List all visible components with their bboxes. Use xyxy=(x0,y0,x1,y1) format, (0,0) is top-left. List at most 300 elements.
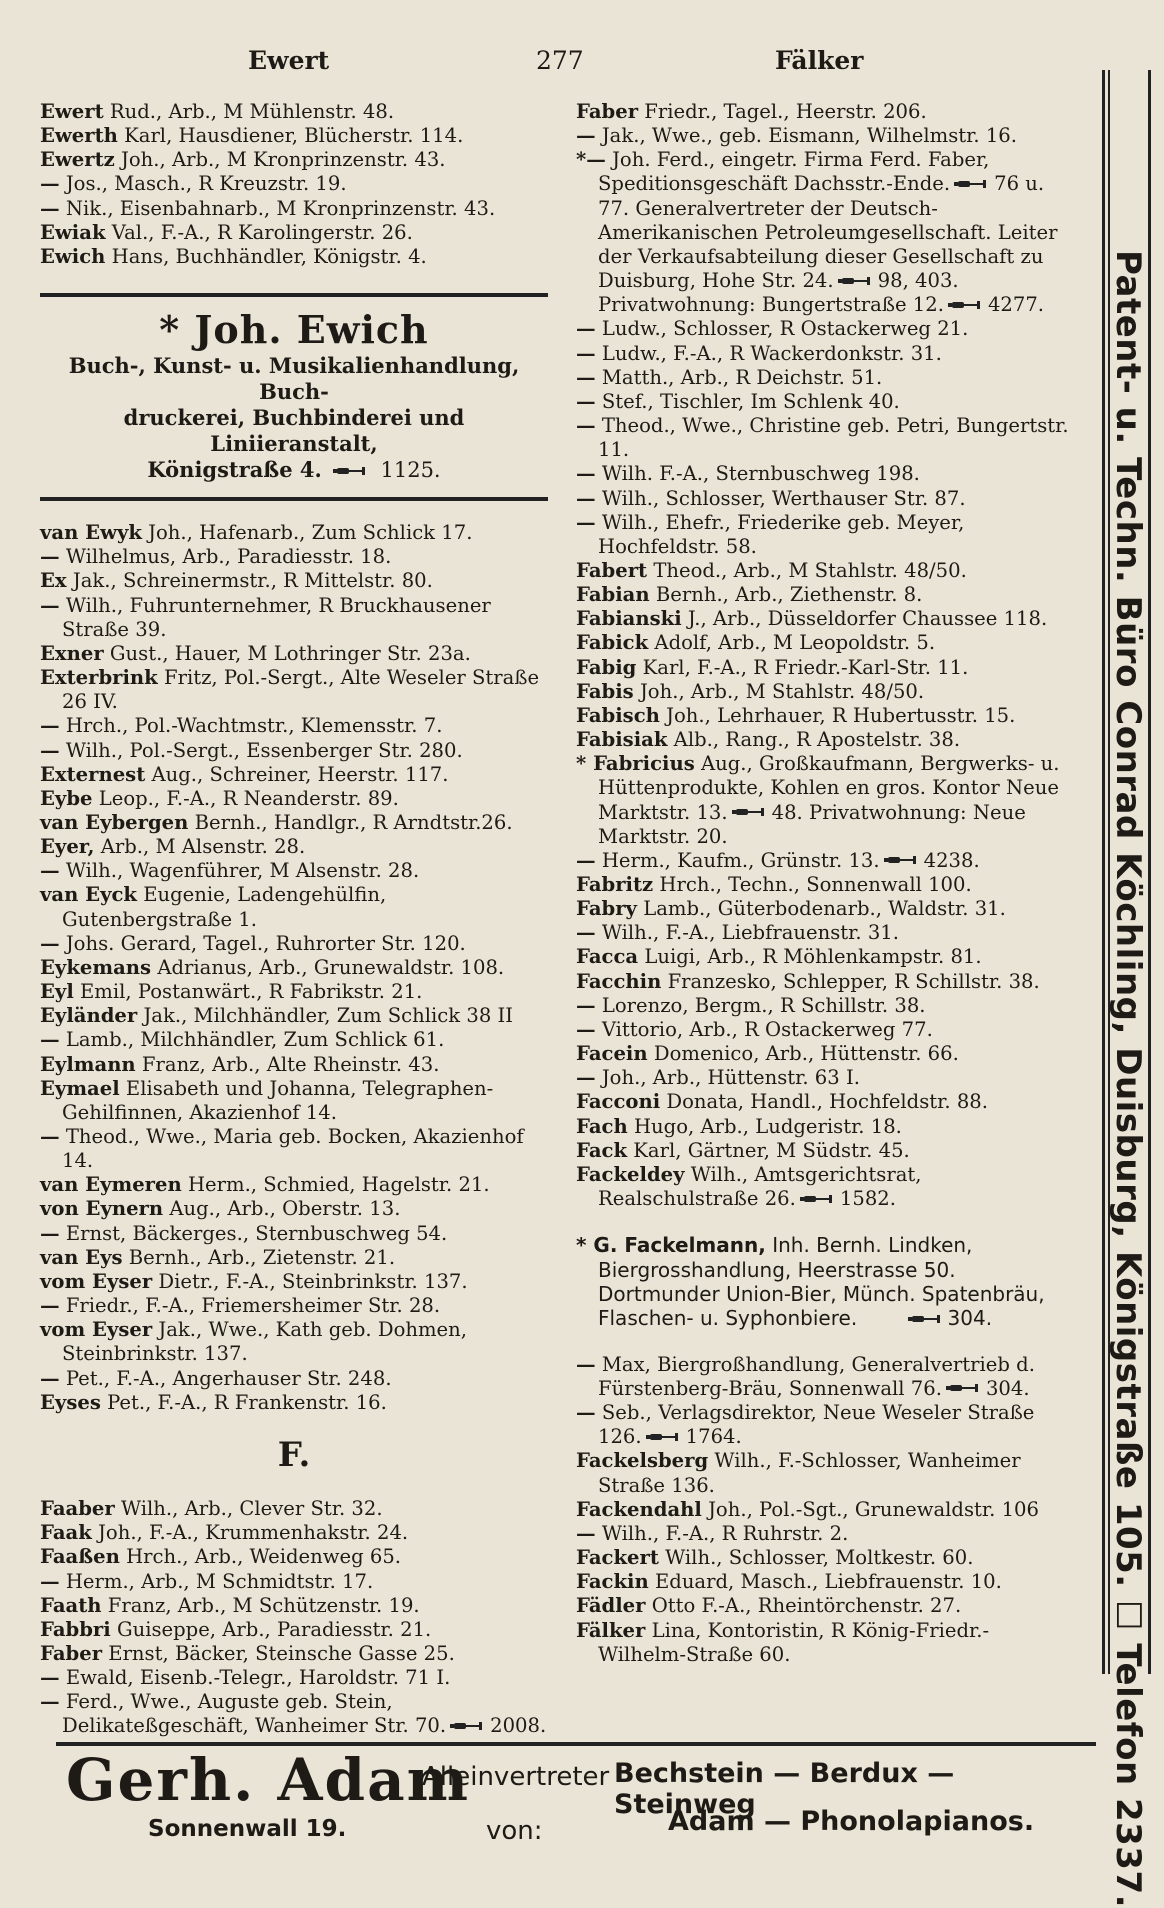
entry-details: Joh., Arb., M Kronprinzenstr. 43. xyxy=(121,148,446,172)
entry-details: Joh. Ferd., eingetr. Firma Ferd. Faber, Speditionsgeschäft Dachsstr.-Ende. xyxy=(598,148,990,196)
entry-details: Domenico, Arb., Hüttenstr. 66. xyxy=(653,1042,959,1066)
directory-entry xyxy=(40,980,548,1004)
entry-details: Gust., Hauer, M Lothringer Str. 23a. xyxy=(109,641,471,665)
telephone-icon xyxy=(954,178,988,190)
entry-details: Emil, Postanwärt., R Fabrikstr. 21. xyxy=(80,980,423,1004)
entry-details: Joh., Hafenarb., Zum Schlick 17. xyxy=(148,521,473,545)
entry-name: — xyxy=(40,1028,60,1052)
entry-details: Theod., Wwe., Christine geb. Petri, Bungertstr. 11. xyxy=(598,414,1069,462)
entry-name: Fabisch xyxy=(576,703,660,727)
entry-details: Lamb., Güterbodenarb., Waldstr. 31. xyxy=(643,897,1006,921)
entry-name: Eyländer xyxy=(40,1004,138,1028)
entry-name: Exterbrink xyxy=(40,666,158,690)
brands-line: Bechstein — Berdux — Steinweg xyxy=(614,1758,955,1820)
entry-name: * G. Fackelmann, xyxy=(576,1233,766,1258)
entry-name: Facchin xyxy=(576,969,662,993)
entry-details: Val., F.-A., R Karolingerstr. 26. xyxy=(111,220,413,244)
entry-details: Wilh., F.-A., R Ruhrstr. 2. xyxy=(601,1521,849,1545)
entry-phone: 48. xyxy=(771,800,803,824)
directory-entry xyxy=(576,414,1076,462)
directory-entry xyxy=(576,680,1076,704)
entry-details: Otto F.-A., Rheintörchenstr. 27. xyxy=(651,1594,962,1618)
entry-name: Ewerth xyxy=(40,124,118,148)
directory-entry xyxy=(40,1294,548,1318)
entry-details: Wilhelmus, Arb., Paradiesstr. 18. xyxy=(65,545,392,569)
entry-details: Leop., F.-A., R Neanderstr. 89. xyxy=(98,786,399,810)
entry-details: Joh., Arb., M Stahlstr. 48/50. xyxy=(639,679,925,703)
entry-list xyxy=(40,100,548,269)
entry-details: Seb., Verlagsdirektor, Neue Weseler Straße 126. xyxy=(598,1401,1035,1449)
directory-entry xyxy=(40,883,548,931)
entry-details: Vittorio, Arb., R Ostackerweg 77. xyxy=(601,1017,933,1041)
entry-details: Lorenzo, Bergm., R Schillstr. 38. xyxy=(601,993,926,1017)
entry-name: Ewiak xyxy=(40,220,106,244)
entry-name: — xyxy=(576,1066,596,1090)
ewich-advertisement xyxy=(40,307,548,483)
entry-name: Fabian xyxy=(576,583,650,607)
entry-details: Arb., M Alsenstr. 28. xyxy=(100,835,306,859)
entry-name: van Ewyk xyxy=(40,521,142,545)
directory-entry xyxy=(40,569,548,593)
entry-details: Theod., Wwe., Maria geb. Bocken, Akazienhof 14. xyxy=(62,1125,524,1173)
entry-name: — xyxy=(576,848,596,872)
entry-name: Faak xyxy=(40,1521,92,1545)
entry-name: Eyl xyxy=(40,980,74,1004)
directory-entry xyxy=(576,1522,1076,1546)
directory-entry xyxy=(40,100,548,124)
entry-details: Wilh. F.-A., Sternbuschweg 198. xyxy=(601,462,920,486)
entry-name: — xyxy=(40,738,60,762)
entry-phone: 1582. xyxy=(839,1187,896,1211)
directory-entry xyxy=(576,1594,1076,1618)
directory-entry xyxy=(40,1004,548,1028)
directory-entry xyxy=(576,148,1076,317)
entry-name: — xyxy=(40,1569,60,1593)
directory-entry xyxy=(40,642,548,666)
brands-line: Adam — Phonolapianos. xyxy=(668,1806,1035,1837)
side-ad-text: Patent- u. Techn. Büro Conrad Köchling, Duisburg, Königstraße 105. ☐ Telefon 2337. xyxy=(1108,250,1148,1908)
entry-name: Eykemans xyxy=(40,955,152,979)
entry-name: — xyxy=(40,1125,60,1148)
entry-details: Ewald, Eisenb.-Telegr., Haroldstr. 71 I. xyxy=(65,1666,451,1690)
directory-entry xyxy=(40,1053,548,1077)
directory-entry xyxy=(40,221,548,245)
left-column xyxy=(40,100,548,1739)
entry-details: Hrch., Arb., Weidenweg 65. xyxy=(126,1545,402,1569)
directory-entry xyxy=(40,956,548,980)
directory-entry xyxy=(576,124,1076,148)
entry-details: Max, Biergroßhandlung, Generalvertrieb d. Fürstenberg-Bräu, Sonnenwall 76. xyxy=(598,1352,1035,1400)
entry-details: Ernst, Bäckerges., Sternbuschweg 54. xyxy=(65,1221,448,1245)
entry-name: Ewich xyxy=(40,244,106,268)
directory-entry xyxy=(576,1042,1076,1066)
entry-phone: 98, 403. xyxy=(877,269,959,293)
directory-entry xyxy=(576,1090,1076,1114)
entry-details: Fritz, Pol.-Sergt., Alte Weseler Straße 26 IV. xyxy=(62,666,540,714)
directory-entry xyxy=(576,317,1076,341)
entry-details: Pet., F.-A., R Frankenstr. 16. xyxy=(107,1390,387,1414)
entry-details: Ludw., Schlosser, R Ostackerweg 21. xyxy=(601,317,969,341)
entry-details: Lina, Kontoristin, R König-Friedr.-Wilhelm-Straße 60. xyxy=(598,1618,990,1666)
entry-name: von Eynern xyxy=(40,1197,164,1221)
entry-name: — xyxy=(576,1401,596,1425)
directory-entry xyxy=(576,607,1076,631)
entry-details: J., Arb., Düsseldorfer Chaussee 118. xyxy=(687,607,1048,631)
entry-details: Generalvertreter der Deutsch-Amerikanischen Petroleumgesellschaft. Leiter der Verkaufsabteilung dieser Gesellschaft zu Duisburg, Hohe Str. 24. xyxy=(598,196,1058,293)
ad-line: Buch-, Kunst- u. Musikalienhandlung, Buch- xyxy=(68,353,520,405)
bottom-advertisement xyxy=(56,1742,1096,1852)
entry-name: Faber xyxy=(576,100,639,123)
entry-details: Wilh., Arb., Clever Str. 32. xyxy=(120,1497,383,1521)
entry-name: — xyxy=(40,1666,60,1690)
telephone-icon xyxy=(946,1382,980,1394)
entry-details: Guiseppe, Arb., Paradiesstr. 21. xyxy=(116,1617,432,1641)
side-advertisement xyxy=(1100,70,1156,1908)
entry-name: — xyxy=(40,1690,60,1714)
entry-details: Stef., Tischler, Im Schlenk 40. xyxy=(601,389,900,413)
ad-line xyxy=(40,457,548,483)
entry-details: Johs. Gerard, Tagel., Ruhrorter Str. 120. xyxy=(65,931,466,955)
entry-list xyxy=(40,1497,548,1739)
entry-details: Lamb., Milchhändler, Zum Schlick 61. xyxy=(65,1028,445,1052)
entry-details: Wilh., Ehefr., Friederike geb. Meyer, Hochfeldstr. 58. xyxy=(598,510,965,558)
telephone-icon xyxy=(800,1193,834,1205)
entry-phone: 4277. xyxy=(987,293,1045,317)
entry-name: Eymael xyxy=(40,1076,120,1100)
entry-details: Luigi, Arb., R Möhlenkampstr. 81. xyxy=(644,945,982,969)
entry-details: Donata, Handl., Hochfeldstr. 88. xyxy=(666,1090,988,1114)
directory-entry xyxy=(40,739,548,763)
directory-entry xyxy=(40,1028,548,1052)
entry-name: — xyxy=(40,714,60,738)
entry-details: Hrch., Techn., Sonnenwall 100. xyxy=(659,873,972,896)
entry-details: Aug., Arb., Oberstr. 13. xyxy=(169,1197,401,1221)
entry-details: Herm., Schmied, Hagelstr. 21. xyxy=(187,1173,490,1197)
entry-name: Eybe xyxy=(40,786,93,810)
directory-entry xyxy=(576,631,1076,655)
entry-name: Fabry xyxy=(576,897,637,921)
entry-name: Eyer, xyxy=(40,835,95,859)
directory-entry xyxy=(40,1270,548,1294)
directory-entry xyxy=(40,932,548,956)
directory-entry xyxy=(40,1545,548,1569)
directory-entry xyxy=(576,1353,1076,1401)
telephone-icon xyxy=(646,1431,680,1443)
directory-entry xyxy=(40,1666,548,1690)
entry-details: Wilh., Schlosser, Moltkestr. 60. xyxy=(665,1546,974,1570)
entry-details: Aug., Schreiner, Heerstr. 117. xyxy=(151,762,449,786)
telephone-icon xyxy=(450,1720,484,1732)
entry-details: Bernh., Arb., Zietenstr. 21. xyxy=(128,1245,396,1269)
page-number: 277 xyxy=(536,46,584,75)
ad-line: druckerei, Buchbinderei und Liniieranstalt, xyxy=(123,405,465,457)
entry-name: Ewertz xyxy=(40,148,115,172)
directory-entry xyxy=(576,1619,1076,1667)
entry-name: — xyxy=(576,1352,596,1376)
entry-name: Fackin xyxy=(576,1570,649,1594)
entry-details: Joh., Pol.-Sgt., Grunewaldstr. 106 xyxy=(708,1497,1039,1521)
directory-entry xyxy=(576,1139,1076,1163)
entry-details: Privatwohnung: Bungertstraße 12. xyxy=(598,293,944,317)
entry-details: Joh., Arb., Hüttenstr. 63 I. xyxy=(601,1066,860,1090)
entry-phone: 1764. xyxy=(685,1425,742,1449)
directory-entry xyxy=(40,763,548,787)
directory-entry xyxy=(40,1521,548,1545)
entry-name: — xyxy=(40,593,60,617)
directory-entry xyxy=(576,1570,1076,1594)
directory-entry xyxy=(576,1498,1076,1522)
entry-name: Fabert xyxy=(576,558,648,582)
directory-entry xyxy=(40,521,548,545)
entry-name: Fälker xyxy=(576,1618,646,1642)
entry-details: Bernh., Arb., Ziethenstr. 8. xyxy=(655,583,923,607)
entry-name: — xyxy=(576,1017,596,1041)
directory-entry xyxy=(40,545,548,569)
entry-name: Facconi xyxy=(576,1090,661,1114)
entry-name: Fack xyxy=(576,1138,628,1162)
entry-name: — xyxy=(40,545,60,569)
entry-details: Wilh., Wagenführer, M Alsenstr. 28. xyxy=(65,859,420,883)
directory-entry xyxy=(40,1173,548,1197)
directory-entry xyxy=(576,1066,1076,1090)
telephone-icon xyxy=(838,275,872,287)
entry-name: Facca xyxy=(576,945,639,969)
directory-entry xyxy=(40,1391,548,1415)
entry-name: *— xyxy=(576,148,606,172)
directory-entry xyxy=(576,970,1076,994)
entry-details: Franzesko, Schlepper, R Schillstr. 38. xyxy=(667,969,1040,993)
directory-entry xyxy=(40,1077,548,1125)
running-head-right: Fälker xyxy=(775,46,864,75)
entry-details: Dietr., F.-A., Steinbrinkstr. 137. xyxy=(158,1269,468,1293)
entry-list xyxy=(576,1353,1076,1667)
entry-details: Privatwohnung: Neue Marktstr. 20. xyxy=(598,800,1026,848)
entry-details: Jak., Wwe., Kath geb. Dohmen, Steinbrinkstr. 137. xyxy=(62,1318,468,1366)
directory-entry xyxy=(576,487,1076,511)
entry-details: Hrch., Pol.-Wachtmstr., Klemensstr. 7. xyxy=(65,714,443,738)
entry-name: van Eybergen xyxy=(40,810,189,834)
entry-phone: 2008. xyxy=(490,1714,547,1738)
directory-entry xyxy=(576,100,1076,124)
directory-entry xyxy=(40,197,548,221)
entry-details: Hugo, Arb., Ludgeristr. 18. xyxy=(633,1114,902,1138)
entry-name: — xyxy=(576,317,596,341)
entry-details: Jos., Masch., R Kreuzstr. 19. xyxy=(65,172,347,196)
divider xyxy=(40,497,548,501)
directory-entry xyxy=(40,1318,548,1366)
entry-name: Fackendahl xyxy=(576,1497,702,1521)
entry-name: Fabig xyxy=(576,655,637,679)
entry-details: Rud., Arb., M Mühlenstr. 48. xyxy=(109,100,395,123)
directory-entry xyxy=(576,1449,1076,1497)
entry-name: — xyxy=(40,196,60,220)
directory-entry xyxy=(40,148,548,172)
directory-entry xyxy=(576,921,1076,945)
entry-details: Jak., Schreinermstr., R Mittelstr. 80. xyxy=(72,569,433,593)
entry-name: Eylmann xyxy=(40,1052,136,1076)
entry-details: Ferd., Wwe., Auguste geb. Stein, Delikateßgeschäft, Wanheimer Str. 70. xyxy=(62,1690,447,1738)
entry-name: Faaber xyxy=(40,1497,115,1521)
directory-entry xyxy=(40,594,548,642)
entry-details: Adrianus, Arb., Grunewaldstr. 108. xyxy=(157,955,505,979)
entry-name: Ex xyxy=(40,569,67,593)
entry-details: Wilh., Amtsgerichtsrat, Realschulstraße 26. xyxy=(598,1162,922,1211)
entry-details: Franz, Arb., Alte Rheinstr. 43. xyxy=(141,1052,440,1076)
entry-name: * Fabricius xyxy=(576,752,695,776)
entry-list xyxy=(40,521,548,1415)
entry-name: Fackelsberg xyxy=(576,1449,709,1473)
entry-name: van Eys xyxy=(40,1245,123,1269)
entry-name: Fabis xyxy=(576,679,634,703)
entry-name: Fädler xyxy=(576,1594,646,1618)
entry-name: Faber xyxy=(40,1641,103,1665)
entry-name: Fackert xyxy=(576,1546,659,1570)
entry-details: Inh. Bernh. Lindken, Biergrosshandlung, Heerstrasse 50. Dortmunder Union-Bier, Münch. Spatenbräu, Flaschen- u. Syphonbiere. xyxy=(598,1233,1045,1331)
directory-entry xyxy=(576,728,1076,752)
entry-name: Fabisiak xyxy=(576,728,668,752)
entry-details: Wilh., Schlosser, Werthauser Str. 87. xyxy=(601,486,966,510)
entry-details: Ernst, Bäcker, Steinsche Gasse 25. xyxy=(108,1641,455,1665)
entry-name: — xyxy=(40,1221,60,1245)
directory-entry xyxy=(40,1690,548,1738)
directory-entry xyxy=(576,752,1076,849)
entry-details: Ludw., F.-A., R Wackerdonkstr. 31. xyxy=(601,341,942,365)
entry-name: van Eyck xyxy=(40,883,137,907)
entry-details: Eugenie, Ladengehülfin, Gutenbergstraße 1. xyxy=(62,883,387,931)
right-column xyxy=(576,100,1076,1667)
directory-entry xyxy=(576,1115,1076,1139)
entry-details: Joh., F.-A., Krummenhakstr. 24. xyxy=(98,1521,409,1545)
directory-entry xyxy=(576,1401,1076,1449)
entry-details: Karl, F.-A., R Friedr.-Karl-Str. 11. xyxy=(642,655,969,679)
directory-entry xyxy=(576,366,1076,390)
entry-details: Herm., Kaufm., Grünstr. 13. xyxy=(601,848,880,872)
entry-name: — xyxy=(576,486,596,510)
divider xyxy=(40,293,548,297)
entry-details: Friedr., Tagel., Heerstr. 206. xyxy=(644,100,927,123)
directory-entry xyxy=(40,1497,548,1521)
directory-entry xyxy=(576,462,1076,486)
entry-details: Wilh., F.-Schlosser, Wanheimer Straße 136. xyxy=(598,1449,1021,1497)
entry-details: Elisabeth und Johanna, Telegraphen-Gehilfinnen, Akazienhof 14. xyxy=(62,1076,494,1124)
entry-phone: 4238. xyxy=(923,848,980,872)
entry-name: Fackeldey xyxy=(576,1162,685,1186)
entry-details: Hans, Buchhändler, Königstr. 4. xyxy=(111,244,427,268)
directory-entry xyxy=(576,511,1076,559)
running-head-left: Ewert xyxy=(248,46,330,75)
entry-name: van Eymeren xyxy=(40,1173,182,1197)
ad-title: * Joh. Ewich xyxy=(159,307,429,353)
entry-name: — xyxy=(576,365,596,389)
entry-name: Exner xyxy=(40,641,104,665)
directory-entry xyxy=(576,704,1076,728)
telephone-icon xyxy=(732,806,766,818)
entry-name: Fach xyxy=(576,1114,628,1138)
entry-name: — xyxy=(40,1366,60,1390)
entry-name: — xyxy=(40,1294,60,1318)
von-label: von: xyxy=(486,1816,543,1846)
entry-list xyxy=(576,100,1076,1211)
entry-details: Jak., Milchhändler, Zum Schlick 38 II xyxy=(143,1004,514,1028)
directory-entry xyxy=(40,787,548,811)
directory-entry xyxy=(40,1197,548,1221)
entry-details: Herm., Arb., M Schmidtstr. 17. xyxy=(65,1569,374,1593)
advertiser-name: Gerh. Adam xyxy=(66,1746,471,1814)
entry-name: — xyxy=(576,389,596,413)
entry-details: Eduard, Masch., Liebfrauenstr. 10. xyxy=(654,1570,1002,1594)
directory-entry xyxy=(40,1246,548,1270)
ad-address: Königstraße 4. xyxy=(147,457,322,483)
entry-details: Matth., Arb., R Deichstr. 51. xyxy=(601,365,883,389)
entry-name: Externest xyxy=(40,762,146,786)
entry-name: vom Eyser xyxy=(40,1269,153,1293)
entry-name: — xyxy=(576,1521,596,1545)
entry-name: Eyses xyxy=(40,1390,101,1414)
directory-entry xyxy=(576,945,1076,969)
entry-phone: 76 u. 77. xyxy=(598,172,1045,220)
entry-name: — xyxy=(40,172,60,196)
representative-label: Alleinvertreter xyxy=(422,1762,610,1792)
entry-name: — xyxy=(576,510,596,534)
directory-entry xyxy=(576,849,1076,873)
entry-details: Wilh., Fuhrunternehmer, R Bruckhausener Straße 39. xyxy=(62,593,491,641)
directory-entry xyxy=(40,714,548,738)
telephone-icon xyxy=(333,465,367,477)
entry-details: Wilh., F.-A., Liebfrauenstr. 31. xyxy=(601,921,899,945)
entry-name: vom Eyser xyxy=(40,1318,153,1342)
advertiser-address: Sonnenwall 19. xyxy=(148,1816,347,1842)
entry-details: Franz, Arb., M Schützenstr. 19. xyxy=(107,1593,420,1617)
directory-entry xyxy=(40,1125,548,1173)
entry-details: Jak., Wwe., geb. Eismann, Wilhelmstr. 16. xyxy=(601,124,1017,148)
ad-phone: 1125. xyxy=(380,458,441,483)
directory-entry xyxy=(576,1018,1076,1042)
directory-entry xyxy=(40,172,548,196)
entry-details: Wilh., Pol.-Sergt., Essenberger Str. 280. xyxy=(65,738,463,762)
directory-entry xyxy=(576,994,1076,1018)
directory-entry xyxy=(40,666,548,714)
directory-entry xyxy=(40,1367,548,1391)
entry-name: — xyxy=(40,931,60,955)
entry-details: Theod., Arb., M Stahlstr. 48/50. xyxy=(653,558,967,582)
entry-name: Facein xyxy=(576,1042,648,1066)
directory-entry xyxy=(576,656,1076,680)
entry-name: Ewert xyxy=(40,100,104,123)
entry-details: Adolf, Arb., M Leopoldstr. 5. xyxy=(654,631,936,655)
entry-name: — xyxy=(40,859,60,883)
section-letter: F. xyxy=(277,1434,311,1475)
entry-details: Karl, Hausdiener, Blücherstr. 114. xyxy=(124,124,464,148)
entry-details: Karl, Gärtner, M Südstr. 45. xyxy=(633,1138,910,1162)
entry-details: Aug., Großkaufmann, Bergwerks- u. Hüttenprodukte, Kohlen en gros. Kontor Neue Marktstr. 13. xyxy=(598,752,1060,824)
entry-phone: 304. xyxy=(947,1306,993,1331)
directory-entry xyxy=(40,1594,548,1618)
directory-entry xyxy=(40,1618,548,1642)
entry-phone: 304. xyxy=(985,1376,1030,1400)
entry-name: — xyxy=(576,993,596,1017)
entry-name: Fabianski xyxy=(576,607,682,631)
entry-name: Fabick xyxy=(576,631,649,655)
entry-details: Pet., F.-A., Angerhauser Str. 248. xyxy=(65,1366,392,1390)
directory-entry xyxy=(40,859,548,883)
entry-name: Faath xyxy=(40,1593,102,1617)
entry-name: — xyxy=(576,921,596,945)
telephone-icon xyxy=(948,299,982,311)
directory-entry xyxy=(576,897,1076,921)
directory-entry xyxy=(40,1222,548,1246)
entry-details: Nik., Eisenbahnarb., M Kronprinzenstr. 43. xyxy=(65,196,496,220)
entry-details: Bernh., Handlgr., R Arndtstr.26. xyxy=(194,810,513,834)
